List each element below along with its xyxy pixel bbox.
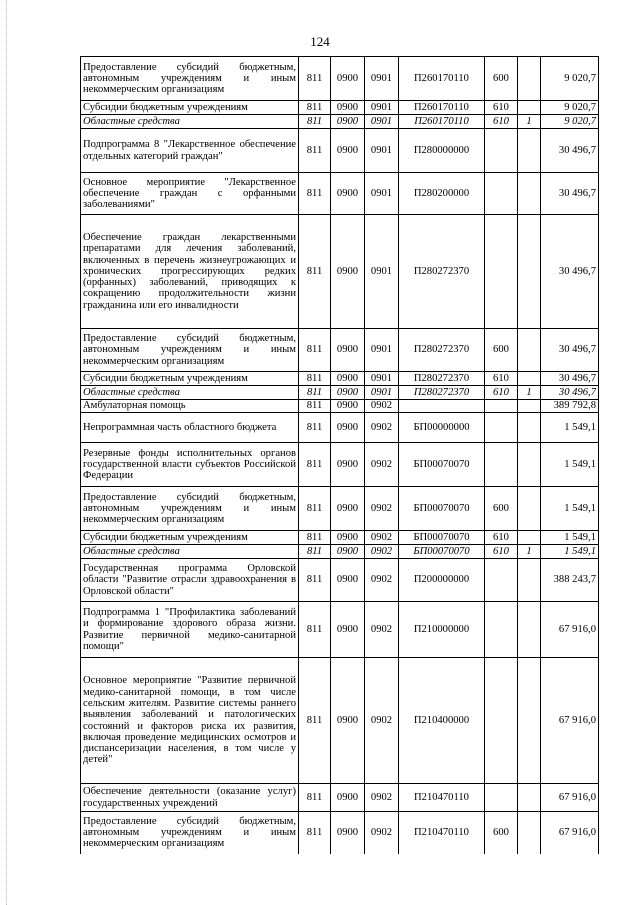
cell-sum: 389 792,8 — [541, 400, 599, 413]
cell-rz: 0900 — [331, 413, 365, 443]
cell-rz: 0900 — [331, 545, 365, 559]
cell-csr — [399, 400, 485, 413]
table-row — [81, 413, 599, 443]
cell-pr: 0902 — [365, 443, 399, 487]
cell-rz: 0900 — [331, 559, 365, 602]
cell-rz: 0900 — [331, 329, 365, 372]
cell-vr: 610 — [485, 545, 518, 559]
table-row — [81, 129, 599, 173]
table-row — [81, 115, 599, 129]
table-row — [81, 545, 599, 559]
cell-csr: П280200000 — [399, 173, 485, 215]
table-row — [81, 784, 599, 812]
cell-pr: 0901 — [365, 129, 399, 173]
cell-rz: 0900 — [331, 531, 365, 545]
cell-rz: 0900 — [331, 386, 365, 400]
table-row — [81, 812, 599, 854]
cell-vr: 600 — [485, 812, 518, 854]
cell-pr: 0902 — [365, 812, 399, 854]
cell-rz: 0900 — [331, 784, 365, 812]
cell-vr: 610 — [485, 101, 518, 115]
cell-csr: П260170110 — [399, 57, 485, 101]
cell-name: Областные средства — [81, 115, 299, 129]
cell-csr: П280272370 — [399, 386, 485, 400]
cell-ved: 811 — [299, 215, 331, 329]
cell-pr: 0902 — [365, 413, 399, 443]
cell-src — [518, 658, 541, 784]
cell-pr: 0901 — [365, 386, 399, 400]
cell-ved: 811 — [299, 487, 331, 531]
cell-name: Основное мероприятие "Лекарственное обеспечение граждан с орфанными заболеваниями" — [81, 173, 299, 215]
cell-pr: 0902 — [365, 559, 399, 602]
table-row — [81, 443, 599, 487]
cell-pr: 0901 — [365, 329, 399, 372]
cell-src — [518, 443, 541, 487]
cell-ved: 811 — [299, 531, 331, 545]
cell-csr: П280000000 — [399, 129, 485, 173]
cell-rz: 0900 — [331, 443, 365, 487]
cell-pr: 0902 — [365, 400, 399, 413]
cell-vr — [485, 559, 518, 602]
cell-src — [518, 173, 541, 215]
cell-rz: 0900 — [331, 658, 365, 784]
cell-sum: 388 243,7 — [541, 559, 599, 602]
cell-vr — [485, 658, 518, 784]
cell-sum: 67 916,0 — [541, 812, 599, 854]
cell-sum: 30 496,7 — [541, 372, 599, 386]
cell-csr: БП00070070 — [399, 531, 485, 545]
cell-rz: 0900 — [331, 487, 365, 531]
cell-name: Подпрограмма 1 "Профилактика заболеваний и формирование здорового образа жизни. Развитие первичной медико-санитарной помощи" — [81, 602, 299, 658]
cell-src — [518, 487, 541, 531]
cell-ved: 811 — [299, 443, 331, 487]
cell-csr: БП00000000 — [399, 413, 485, 443]
cell-vr — [485, 413, 518, 443]
cell-csr: П210470110 — [399, 784, 485, 812]
table-row — [81, 487, 599, 531]
cell-name: Предоставление субсидий бюджетным, автономным учреждениям и иным некоммерческим организациям — [81, 812, 299, 854]
cell-ved: 811 — [299, 57, 331, 101]
cell-ved: 811 — [299, 784, 331, 812]
cell-sum: 9 020,7 — [541, 115, 599, 129]
cell-ved: 811 — [299, 329, 331, 372]
cell-csr: БП00070070 — [399, 487, 485, 531]
cell-rz: 0900 — [331, 173, 365, 215]
cell-sum: 67 916,0 — [541, 784, 599, 812]
page-number: 124 — [310, 34, 330, 49]
cell-rz: 0900 — [331, 115, 365, 129]
cell-src — [518, 129, 541, 173]
table-row — [81, 602, 599, 658]
cell-csr: П210000000 — [399, 602, 485, 658]
table-row — [81, 57, 599, 101]
cell-rz: 0900 — [331, 602, 365, 658]
cell-vr — [485, 173, 518, 215]
cell-ved: 811 — [299, 812, 331, 854]
cell-sum: 30 496,7 — [541, 329, 599, 372]
cell-name: Предоставление субсидий бюджетным, автономным учреждениям и иным некоммерческим организациям — [81, 487, 299, 531]
cell-pr: 0902 — [365, 531, 399, 545]
cell-ved: 811 — [299, 400, 331, 413]
cell-pr: 0901 — [365, 215, 399, 329]
cell-name: Обеспечение граждан лекарственными препаратами для лечения заболеваний, включенных в перечень жизнеугрожающих и хронических прогрессирующих редких (орфанных) заболеваний, приводящих к сокращению продолжительности жизни гражданина или его инвалидности — [81, 215, 299, 329]
cell-sum: 9 020,7 — [541, 101, 599, 115]
cell-pr: 0902 — [365, 545, 399, 559]
cell-csr: П280272370 — [399, 372, 485, 386]
cell-vr — [485, 129, 518, 173]
cell-ved: 811 — [299, 602, 331, 658]
cell-rz: 0900 — [331, 129, 365, 173]
table-row — [81, 658, 599, 784]
cell-name: Предоставление субсидий бюджетным, автономным учреждениям и иным некоммерческим организациям — [81, 57, 299, 101]
cell-ved: 811 — [299, 413, 331, 443]
cell-vr — [485, 400, 518, 413]
cell-vr: 600 — [485, 57, 518, 101]
cell-src: 1 — [518, 545, 541, 559]
cell-src — [518, 400, 541, 413]
cell-csr: П200000000 — [399, 559, 485, 602]
cell-src — [518, 531, 541, 545]
cell-ved: 811 — [299, 386, 331, 400]
table-row — [81, 173, 599, 215]
cell-sum: 67 916,0 — [541, 658, 599, 784]
cell-rz: 0900 — [331, 215, 365, 329]
cell-ved: 811 — [299, 129, 331, 173]
cell-src — [518, 57, 541, 101]
cell-src — [518, 329, 541, 372]
cell-csr: П280272370 — [399, 329, 485, 372]
cell-ved: 811 — [299, 101, 331, 115]
table-row — [81, 215, 599, 329]
cell-name: Обеспечение деятельности (оказание услуг) государственных учреждений — [81, 784, 299, 812]
cell-name: Предоставление субсидий бюджетным, автономным учреждениям и иным некоммерческим организациям — [81, 329, 299, 372]
cell-rz: 0900 — [331, 400, 365, 413]
cell-csr: П210400000 — [399, 658, 485, 784]
cell-vr — [485, 443, 518, 487]
cell-src — [518, 215, 541, 329]
cell-src — [518, 602, 541, 658]
cell-name: Областные средства — [81, 545, 299, 559]
cell-name: Непрограммная часть областного бюджета — [81, 413, 299, 443]
cell-name: Субсидии бюджетным учреждениям — [81, 531, 299, 545]
cell-vr: 610 — [485, 531, 518, 545]
cell-name: Субсидии бюджетным учреждениям — [81, 372, 299, 386]
cell-ved: 811 — [299, 658, 331, 784]
cell-src — [518, 413, 541, 443]
cell-src — [518, 559, 541, 602]
cell-pr: 0902 — [365, 487, 399, 531]
cell-rz: 0900 — [331, 372, 365, 386]
table-row — [81, 386, 599, 400]
cell-vr — [485, 784, 518, 812]
cell-pr: 0901 — [365, 372, 399, 386]
cell-pr: 0902 — [365, 658, 399, 784]
cell-sum: 1 549,1 — [541, 531, 599, 545]
table-row — [81, 101, 599, 115]
cell-sum: 1 549,1 — [541, 487, 599, 531]
cell-csr: П260170110 — [399, 101, 485, 115]
table-row — [81, 329, 599, 372]
cell-name: Субсидии бюджетным учреждениям — [81, 101, 299, 115]
cell-vr — [485, 215, 518, 329]
cell-pr: 0901 — [365, 115, 399, 129]
cell-name: Резервные фонды исполнительных органов государственной власти субъектов Российской Федерации — [81, 443, 299, 487]
cell-src — [518, 101, 541, 115]
cell-sum: 1 549,1 — [541, 443, 599, 487]
cell-sum: 1 549,1 — [541, 545, 599, 559]
cell-pr: 0902 — [365, 602, 399, 658]
cell-sum: 9 020,7 — [541, 57, 599, 101]
cell-sum: 67 916,0 — [541, 602, 599, 658]
cell-ved: 811 — [299, 372, 331, 386]
cell-src — [518, 812, 541, 854]
cell-vr: 610 — [485, 115, 518, 129]
cell-csr: БП00070070 — [399, 443, 485, 487]
table-row — [81, 400, 599, 413]
cell-ved: 811 — [299, 559, 331, 602]
cell-sum: 30 496,7 — [541, 173, 599, 215]
cell-pr: 0901 — [365, 173, 399, 215]
cell-pr: 0901 — [365, 57, 399, 101]
cell-csr: П210470110 — [399, 812, 485, 854]
cell-csr: П260170110 — [399, 115, 485, 129]
cell-name: Амбулаторная помощь — [81, 400, 299, 413]
cell-src: 1 — [518, 115, 541, 129]
binding-edge — [6, 0, 8, 905]
cell-vr: 600 — [485, 487, 518, 531]
cell-pr: 0901 — [365, 101, 399, 115]
cell-csr: БП00070070 — [399, 545, 485, 559]
cell-rz: 0900 — [331, 101, 365, 115]
cell-pr: 0902 — [365, 784, 399, 812]
cell-name: Основное мероприятие "Развитие первичной медико-санитарной помощи, в том числе сельским жителям. Развитие системы раннего выявления заболеваний и патологических состояний и факторов риска их развития, включая проведение медицинских осмотров и диспансеризации населения, в том числе у детей" — [81, 658, 299, 784]
cell-csr: П280272370 — [399, 215, 485, 329]
cell-sum: 30 496,7 — [541, 386, 599, 400]
cell-src — [518, 372, 541, 386]
cell-vr: 610 — [485, 372, 518, 386]
cell-vr: 600 — [485, 329, 518, 372]
cell-src — [518, 784, 541, 812]
budget-table — [80, 56, 599, 854]
cell-sum: 30 496,7 — [541, 129, 599, 173]
cell-vr — [485, 602, 518, 658]
cell-rz: 0900 — [331, 812, 365, 854]
cell-name: Подпрограмма 8 "Лекарственное обеспечение отдельных категорий граждан" — [81, 129, 299, 173]
cell-name: Областные средства — [81, 386, 299, 400]
table-row — [81, 372, 599, 386]
table-row — [81, 531, 599, 545]
cell-sum: 30 496,7 — [541, 215, 599, 329]
cell-src: 1 — [518, 386, 541, 400]
cell-sum: 1 549,1 — [541, 413, 599, 443]
cell-ved: 811 — [299, 115, 331, 129]
cell-name: Государственная программа Орловской области "Развитие отрасли здравоохранения в Орловской области" — [81, 559, 299, 602]
cell-vr: 610 — [485, 386, 518, 400]
cell-rz: 0900 — [331, 57, 365, 101]
table-row — [81, 559, 599, 602]
cell-ved: 811 — [299, 545, 331, 559]
cell-ved: 811 — [299, 173, 331, 215]
